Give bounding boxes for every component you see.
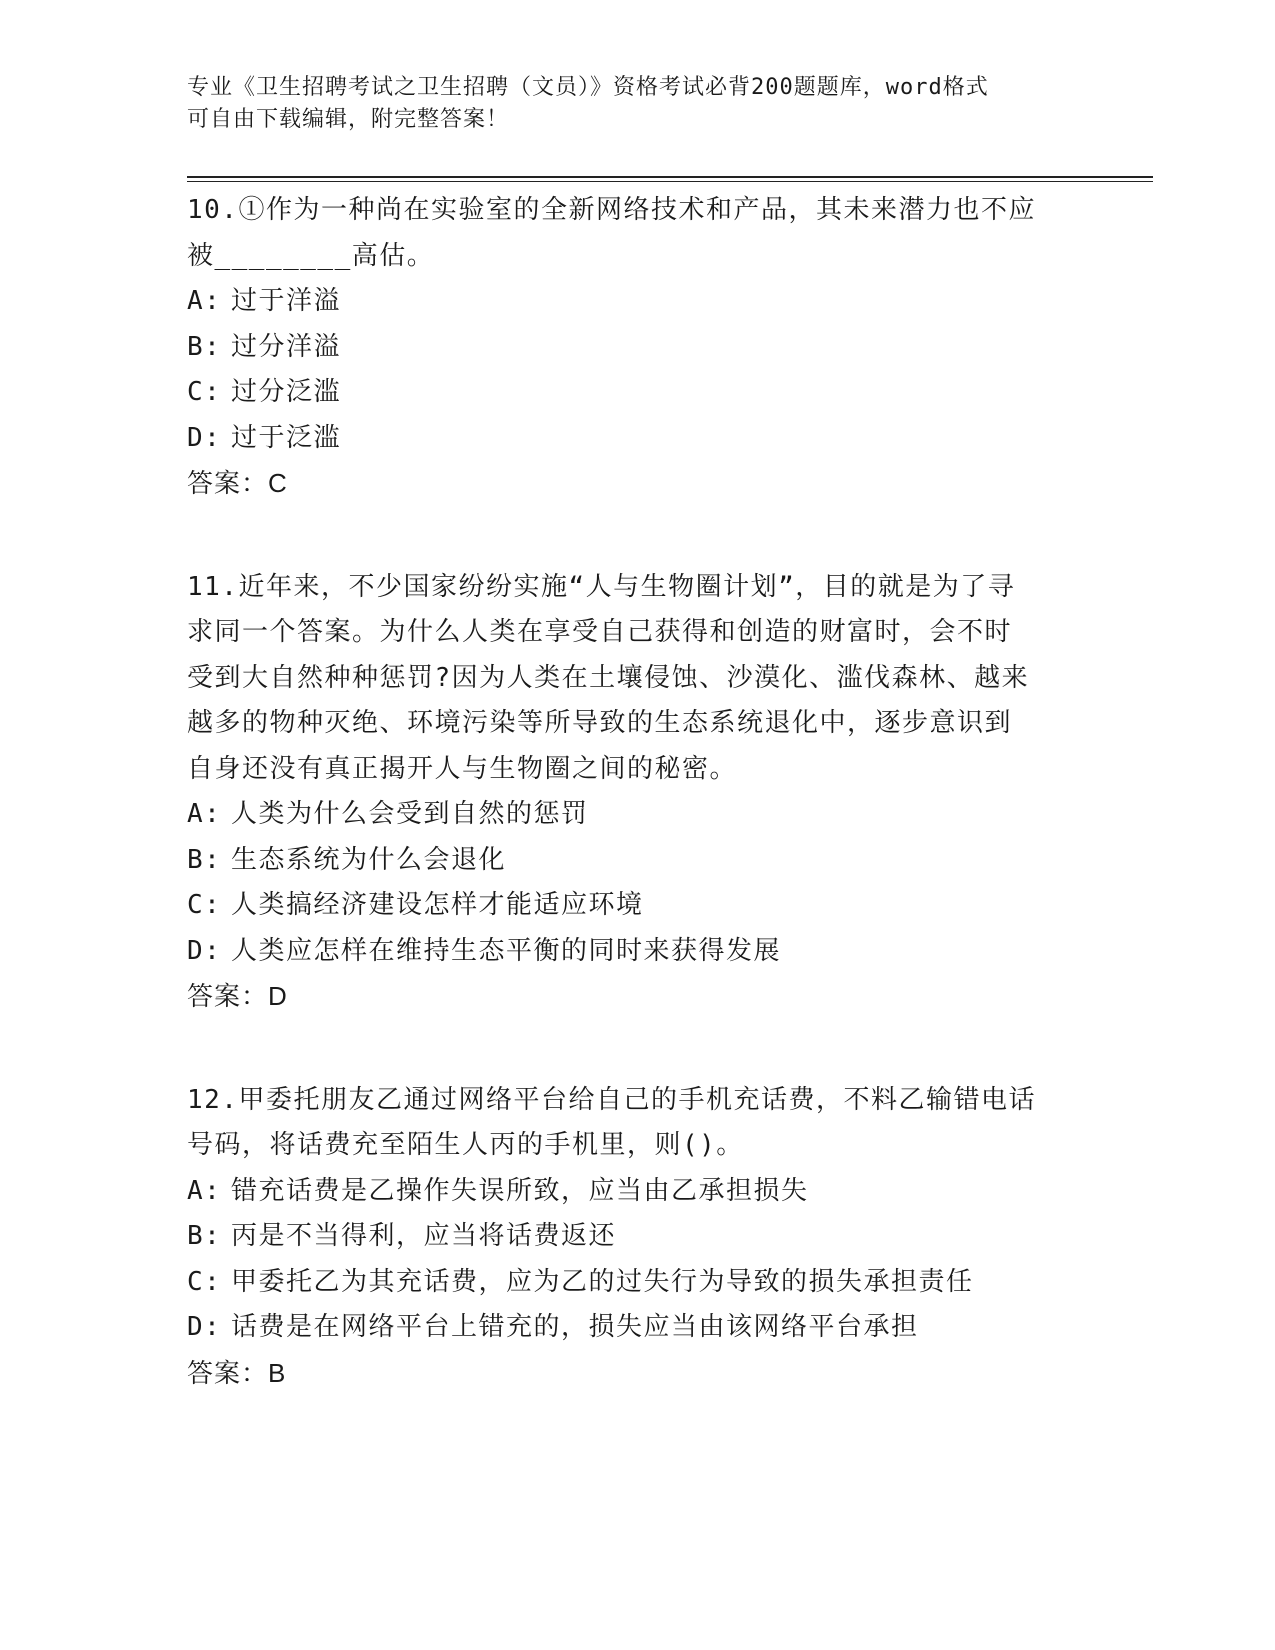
option-a [187,1169,1067,1215]
option-key: A: [187,1175,222,1206]
question-item [187,565,1067,1020]
option-b [187,325,1067,371]
question-stem-line: 12.甲委托朋友乙通过网络平台给自己的手机充话费，不料乙输错电话 [187,1084,1036,1115]
question-stem-line: 11.近年来，不少国家纷纷实施“人与生物圈计划”，目的就是为了寻 [187,571,1016,602]
question-stem-line: 越多的物种灭绝、环境污染等所导致的生态系统退化中，逐步意识到 [187,708,1013,738]
option-text: 过分泛滥 [231,377,342,407]
option-text: 错充话费是乙操作失误所致，应当由乙承担损失 [231,1175,809,1206]
option-text: 过于泛滥 [231,422,342,453]
option-d [187,1305,1067,1351]
option-text: 人类应怎样在维持生态平衡的同时来获得发展 [231,935,782,966]
document-header [187,72,1067,136]
header-line: 可自由下载编辑，附完整答案！ [187,107,510,132]
question-stem-line: 受到大自然种种惩罚?因为人类在土壤侵蚀、沙漠化、滥伐森林、越来 [187,662,1030,693]
option-c [187,370,1067,416]
option-key: B: [187,844,222,875]
question-stem-line: 被________高估。 [187,240,435,271]
option-c [187,1260,1067,1306]
option-d [187,929,1067,975]
option-key: B: [187,1221,222,1251]
option-key: D: [187,1312,222,1342]
option-key: D: [187,422,222,453]
answer-line: 答案：D [187,981,288,1011]
option-key: B: [187,331,222,362]
option-key: C: [187,1266,222,1297]
option-text: 人类搞经济建设怎样才能适应环境 [231,890,644,920]
question-stem-line: 10.①作为一种尚在实验室的全新网络技术和产品，其未来潜力也不应 [187,195,1036,225]
option-key: A: [187,286,222,316]
option-text: 人类为什么会受到自然的惩罚 [231,799,589,829]
option-text: 丙是不当得利，应当将话费返还 [231,1221,617,1251]
option-text: 话费是在网络平台上错充的，损失应当由该网络平台承担 [231,1312,919,1342]
option-key: D: [187,935,222,966]
option-b [187,1214,1067,1260]
question-item [187,188,1067,507]
option-text: 过于洋溢 [231,286,342,316]
question-stem-line: 号码，将话费充至陌生人丙的手机里，则()。 [187,1130,744,1160]
option-text: 生态系统为什么会退化 [231,844,507,875]
question-stem-line: 自身还没有真正揭开人与生物圈之间的秘密。 [187,753,738,784]
question-list [187,188,1067,1454]
option-text: 甲委托乙为其充话费，应为乙的过失行为导致的损失承担责任 [231,1266,974,1297]
option-text: 过分洋溢 [231,331,342,362]
header-divider [187,176,1153,182]
option-a [187,279,1067,325]
option-c [187,883,1067,929]
question-item [187,1078,1067,1397]
option-d [187,416,1067,462]
option-b [187,838,1067,884]
option-a [187,792,1067,838]
question-stem-line: 求同一个答案。为什么人类在享受自己获得和创造的财富时，会不时 [187,617,1013,647]
header-line: 专业《卫生招聘考试之卫生招聘（文员）》资格考试必背200题题库，word格式 [187,75,989,100]
option-key: C: [187,377,222,407]
answer-line: 答案：C [187,468,288,498]
option-key: A: [187,799,222,829]
answer-line: 答案：B [187,1357,287,1388]
option-key: C: [187,890,222,920]
